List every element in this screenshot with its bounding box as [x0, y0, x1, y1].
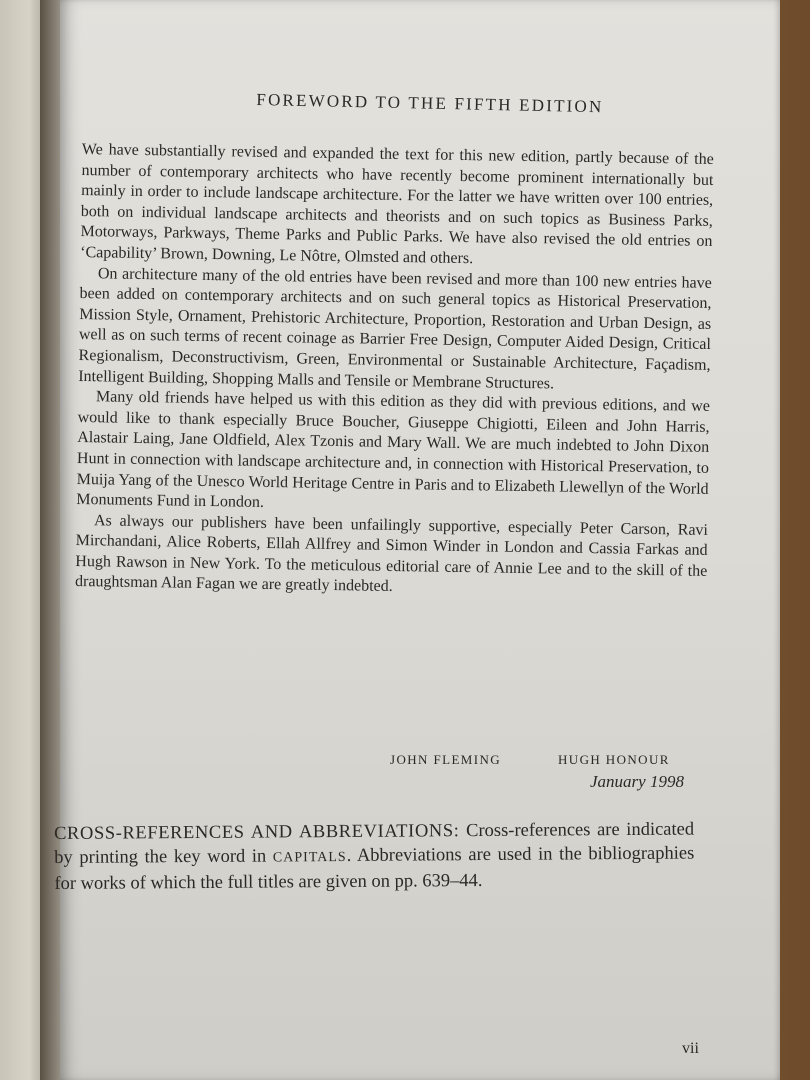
foreword-heading: FOREWORD TO THE FIFTH EDITION [256, 90, 604, 117]
cross-references-note [54, 818, 695, 896]
cross-references-text-before: Cross-references are indicated by printing the key word in [54, 819, 695, 868]
signature-john-fleming: JOHN FLEMING [390, 752, 502, 767]
foreword-date: January 1998 [590, 772, 684, 791]
foreword-paragraph-1: We have substantially revised and expanded the text for this new edition, partly because of the number of contemporary architects who have recently become prominent internationally but mainly in order to include landscape architecture. For the latter we have written over 100 entries, both on individual landscape architects and theorists and on such topics as Business Parks, Motorways, Parkways, Theme Parks and Public Parks. We have also revised the old entries on ‘Capability’ Brown, Downing, Le Nôtre, Olmsted and others. [80, 140, 714, 268]
page-number: vii [682, 1040, 699, 1057]
foreword-body [75, 140, 714, 603]
cross-references-heading: CROSS-REFERENCES AND ABBREVIATIONS: [54, 821, 460, 844]
signature-hugh-honour: HUGH HONOUR [558, 752, 670, 767]
capitals-word: CAPITALS [272, 849, 347, 866]
foreword-paragraph-2: On architecture many of the old entries have been revised and more than 100 new entries have been added on contemporary architects and on such general topics as Historical Preservation, Mission Style, Ornament, Prehistoric Architecture, Proportion, Restoration and Urban Design, as well as on such terms of recent coinage as Barrier Free Design, Computer Aided Design, Critical Regionalism, Deconstructivism, Green, Environmental or Sustainable Architecture, Façadism, Intelligent Building, Shopping Malls and Tensile or Membrane Structures. [78, 264, 712, 392]
foreword-paragraph-3: Many old friends have helped us with this edition as they did with previous editions, and we would like to thank especially Bruce Boucher, Giuseppe Chigiotti, Eileen and John Harris, Alastair Laing, Jane Oldfield, Alex Tzonis and Mary Wall. We are much indebted to John Dixon Hunt in connection with landscape architecture and, in connection with Historical Preservation, to Muija Yang of the Unesco World Heritage Centre in Paris and to Elizabeth Llewellyn of the World Monuments Fund in London. [76, 388, 711, 511]
book-page [54, 0, 780, 1080]
foreword-paragraph-4: As always our publishers have been unfailingly supportive, especially Peter Carson, Ravi Mirchandani, Alice Roberts, Ellah Allfrey and Simon Winder in London and Cassia Farkas and Hugh Rawson in New York. To the meticulous editorial care of Annie Lee and to the skill of the draughtsman Alan Fagan we are greatly indebted. [74, 511, 709, 596]
cross-references-text-after: . Abbreviations are used in the bibliographies for works of which the full titles are given on pp. 639–44. [54, 843, 695, 894]
